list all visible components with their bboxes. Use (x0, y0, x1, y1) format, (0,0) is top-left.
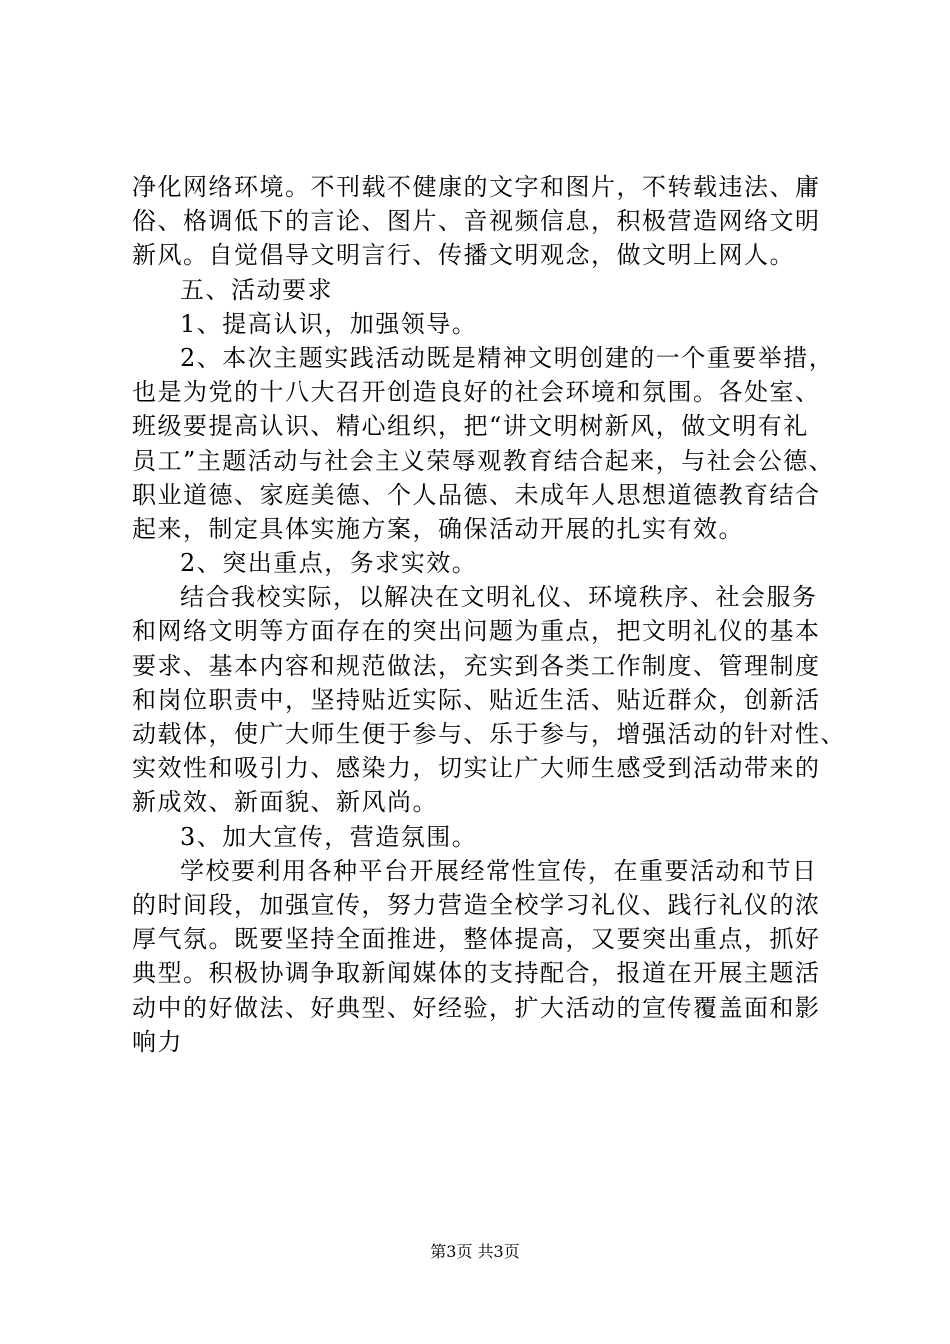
document-body (132, 170, 846, 1059)
body-line: 要求、基本内容和规范做法，充实到各类工作制度、管理制度 (132, 651, 821, 680)
body-line: 职业道德、家庭美德、个人品德、未成年人思想道德教育结合 (132, 480, 821, 509)
section-heading: 五、活动要求 (180, 275, 333, 304)
paragraph-start-line: 结合我校实际，以解决在文明礼仪、环境秩序、社会服务 (180, 583, 818, 612)
page-footer (0, 1242, 950, 1262)
body-line: 动载体，使广大师生便于参与、乐于参与，增强活动的针对性、 (132, 720, 846, 748)
body-line: 新风。自觉倡导文明言行、传播文明观念，做文明上网人。 (132, 241, 795, 270)
subsection-heading: 3、加大宣传，营造氛围。 (180, 822, 478, 851)
body-line: 净化网络环境。不刊载不健康的文字和图片，不转载违法、庸 (132, 173, 821, 201)
paragraph-start-line: 2、本次主题实践活动既是精神文明创建的一个重要举措， (180, 343, 835, 372)
body-line: 起来，制定具体实施方案，确保活动开展的扎实有效。 (132, 514, 744, 543)
body-line: 员工”主题活动与社会主义荣辱观教育结合起来，与社会公德、 (132, 446, 835, 475)
subsection-heading: 2、突出重点，务求实效。 (180, 549, 478, 578)
body-line: 实效性和吸引力、感染力，切实让广大师生感受到活动带来的 (132, 754, 821, 783)
body-line: 响力 (132, 1027, 183, 1056)
body-line: 班级要提高认识、精心组织，把“讲文明树新风，做文明有礼 (132, 412, 809, 441)
body-line: 和岗位职责中，坚持贴近实际、贴近生活、贴近群众，创新活 (132, 685, 821, 714)
paragraph-start-line: 学校要利用各种平台开展经常性宣传，在重要活动和节日 (180, 856, 818, 885)
body-line: 动中的好做法、好典型、好经验，扩大活动的宣传覆盖面和影 (132, 993, 821, 1022)
page-number-label: 第3页 共3页 (430, 1242, 520, 1261)
subsection-heading: 1、提高认识，加强领导。 (180, 309, 478, 338)
body-line: 和网络文明等方面存在的突出问题为重点，把文明礼仪的基本 (132, 617, 821, 646)
body-line: 典型。积极协调争取新闻媒体的支持配合，报道在开展主题活 (132, 959, 821, 988)
body-line: 新成效、新面貌、新风尚。 (132, 788, 438, 817)
body-line: 的时间段，加强宣传，努力营造全校学习礼仪、践行礼仪的浓 (132, 890, 821, 919)
body-line: 也是为党的十八大召开创造良好的社会环境和氛围。各处室、 (132, 378, 821, 407)
body-line: 厚气氛。既要坚持全面推进，整体提高，又要突出重点，抓好 (132, 925, 821, 954)
body-line: 俗、格调低下的言论、图片、音视频信息，积极营造网络文明 (132, 207, 821, 236)
